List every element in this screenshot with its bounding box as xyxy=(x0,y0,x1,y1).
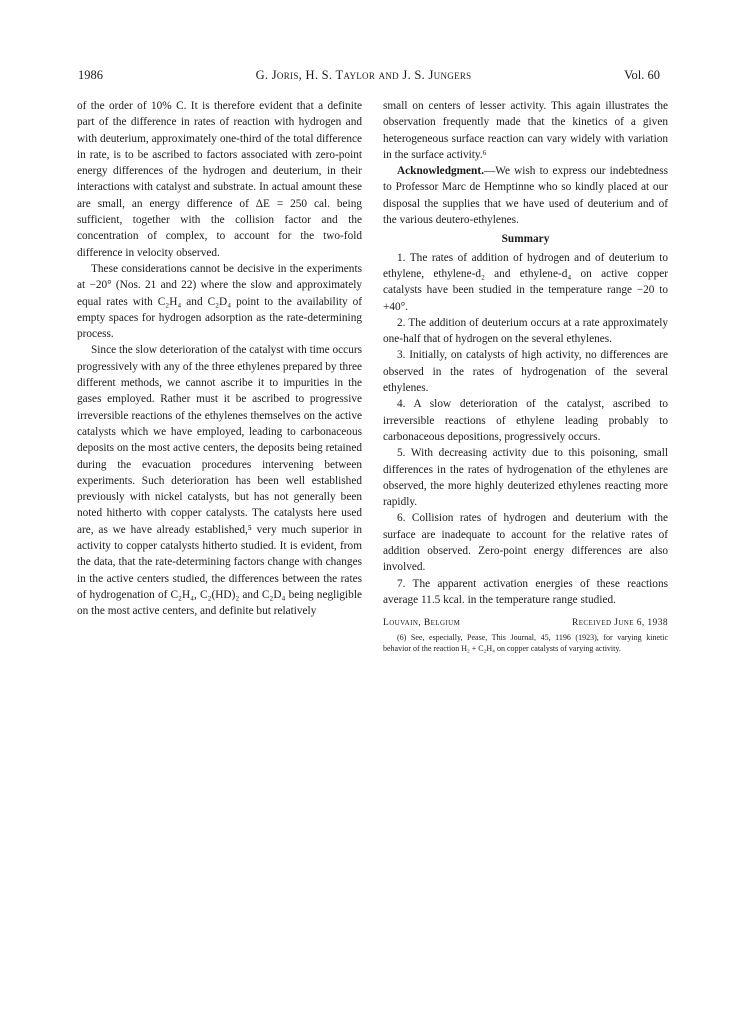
footnote: (6) See, especially, Pease, This Journal, 45, 1196 (1923), for varying kinetic behavior of the reaction H₂ + C₂H₄ on copper catalysts of varying activity. xyxy=(383,632,668,653)
page-number: 1986 xyxy=(78,68,103,82)
received-date: Received June 6, 1938 xyxy=(571,618,668,629)
paragraph-continuation-right: small on centers of lesser activity. This again illustrates the observation frequently made that the kinetics of a given heterogeneous surface reaction can vary widely with variation in the surface activity.⁶ xyxy=(383,100,668,161)
running-title: G. Joris, H. S. Taylor and J. S. Jungers xyxy=(255,68,472,82)
summary-item-3: 3. Initially, on catalysts of high activity, no differences are observed in the rates of hydrogenation of the several ethylenes. xyxy=(383,349,668,395)
summary-item-1: 1. The rates of addition of hydrogen and of deuterium to ethylene, ethylene-d₂ and ethylene-d₄ on active copper catalysts have been studied in the temperature range −20 to +40°. xyxy=(383,251,668,313)
summary-item-5: 5. With decreasing activity due to this poisoning, small differences in the rates of hydrogenation of the ethylenes are observed, the more highly deuterized ethylenes reacting more rapidly. xyxy=(383,447,668,509)
paragraph-continuation: of the order of 10% C. It is therefore evident that a definite part of the difference in rates of reaction with hydrogen and with deuterium, approximately one-third of the total difference in rate, is to be ascribed to factors associated with zero-point energy differences of the hydrogen and deuterium, in their interactions with catalyst and substrate. In actual amount these are small, an energy difference of ΔE = 250 cal. being sufficient, together with the collision factor and the concentration of complex, to account for the two-fold difference in velocity observed. xyxy=(77,100,362,259)
acknowledgment-heading: Acknowledgment. xyxy=(397,165,484,178)
paragraph-considerations: These considerations cannot be decisive in the experiments at −20° (Nos. 21 and 22) where the slow and approximately equal rates with C₂H₄ and C₂D₄ point to the availability of empty spaces for hydrogen adsorption as the rate-determining process. xyxy=(77,262,362,341)
volume-label: Vol. 60 xyxy=(624,68,660,82)
summary-item-2: 2. The addition of deuterium occurs at a rate approximately one-half that of hydrogen on the several ethylenes. xyxy=(383,316,668,346)
summary-item-7: 7. The apparent activation energies of these reactions average 11.5 kcal. in the temperature range studied. xyxy=(383,577,668,606)
paragraph-deterioration: Since the slow deterioration of the catalyst with time occurs progressively with any of the three ethylenes prepared by three different methods, we cannot ascribe it to impurities in the gases employed. Rather must it be ascribed to progressive irreversible reactions of the ethylenes themselves on the active catalysts which we have employed, leading to carbonaceous deposits on the most active centers, the deposits being retained during the evacuation procedures intervening between experiments. Such deterioration has been well established previously with nickel catalysts, but has not generally been noted hitherto with copper catalysts. The catalysts here used are, as we have already established,⁵ very much superior in activity to copper catalysts hitherto studied. It is evident, from the data, that the rate-determining factors change with changes in the active centers studied, the differences between the rates of hydrogenation of C₂H₄, C₂(HD)₂ and C₂D₄ being negligible on the most active centers, and definite but relatively xyxy=(77,344,362,618)
signature-line xyxy=(383,615,668,631)
summary-item-4: 4. A slow deterioration of the catalyst, ascribed to irreversible reactions of ethylene leading probably to carbonaceous depositions, progressively occurs. xyxy=(383,398,668,443)
location: Louvain, Belgium xyxy=(383,618,461,629)
right-column xyxy=(383,98,668,654)
summary-heading: Summary xyxy=(501,233,550,246)
acknowledgment-text: —We wish to express our indebtedness to Professor Marc de Hemptinne who so kindly placed at our disposal the supplies that we have used of deuterium and of the various deutero-ethylenes. xyxy=(383,165,668,227)
page-header xyxy=(78,68,660,84)
acknowledgment-paragraph xyxy=(383,163,668,228)
left-column xyxy=(77,98,362,620)
summary-item-6: 6. Collision rates of hydrogen and deuterium with the surface are inadequate to account for the relative rates of addition observed. Zero-point energy differences are also involved. xyxy=(383,512,668,574)
